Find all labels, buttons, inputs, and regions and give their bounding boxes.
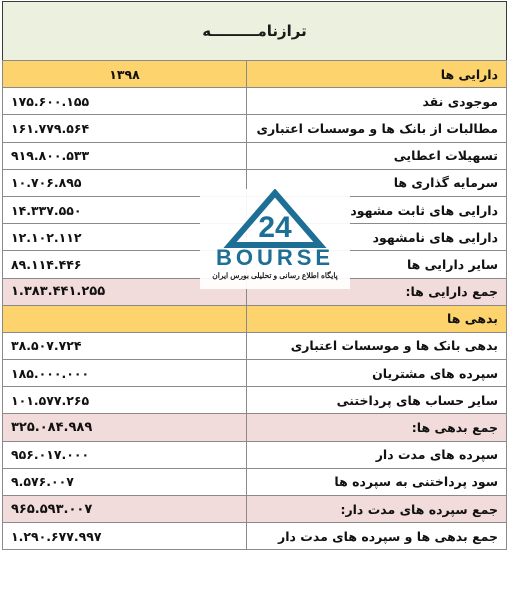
row-label: سپرده های مدت دار: [247, 441, 507, 468]
row-value: ۳۸.۵۰۷.۷۲۴: [3, 332, 247, 359]
row-label: بدهی بانک ها و موسسات اعتباری: [247, 332, 507, 359]
table-row: [3, 115, 507, 142]
row-value: ۱۰.۷۰۶.۸۹۵: [3, 169, 247, 196]
liabilities-header-empty: [3, 305, 247, 332]
row-value: ۱۴.۳۳۷.۵۵۰: [3, 196, 247, 223]
total-label: جمع دارایی ها:: [247, 278, 507, 305]
row-label: سایر دارایی ها: [247, 251, 507, 278]
deposits-total-row: [3, 496, 507, 523]
table-row: [3, 468, 507, 495]
logo-emblem-icon: [200, 189, 350, 249]
table-row: [3, 88, 507, 115]
table-row: [3, 441, 507, 468]
row-value: ۱۷۵.۶۰۰.۱۵۵: [3, 88, 247, 115]
row-value: ۹۱۹.۸۰۰.۵۳۳: [3, 142, 247, 169]
logo-name: BOURSE: [215, 245, 335, 270]
table-row: [3, 387, 507, 414]
total-value: ۹۶۵.۵۹۳.۰۰۷: [3, 496, 247, 523]
row-value: ۸۹.۱۱۴.۴۴۶: [3, 251, 247, 278]
row-label: تسهیلات اعطایی: [247, 142, 507, 169]
total-label: جمع بدهی ها:: [247, 414, 507, 441]
row-value: ۱۲.۱۰۲.۱۱۲: [3, 224, 247, 251]
row-value: ۱۶۱.۷۷۹.۵۶۴: [3, 115, 247, 142]
grand-total-row: [3, 523, 507, 550]
grand-total-label: جمع بدهی ها و سپرده های مدت دار: [247, 523, 507, 550]
row-label: موجودی نقد: [247, 88, 507, 115]
total-label: جمع سپرده های مدت دار:: [247, 496, 507, 523]
row-value: ۹۵۶.۰۱۷.۰۰۰: [3, 441, 247, 468]
year-header: ۱۳۹۸: [3, 61, 247, 88]
table-row: [3, 360, 507, 387]
page-title: ترازنامـــــــــه: [2, 1, 507, 60]
row-label: دارایی های نامشهود: [247, 224, 507, 251]
row-value: ۱۰۱.۵۷۷.۲۶۵: [3, 387, 247, 414]
liabilities-header-label: بدهی ها: [247, 305, 507, 332]
assets-header-row: [3, 61, 507, 88]
row-label: سرمایه گذاری ها: [247, 169, 507, 196]
logo-number: 24: [258, 211, 292, 244]
assets-header-label: دارایی ها: [247, 61, 507, 88]
liabilities-header-row: [3, 305, 507, 332]
row-label: دارایی های ثابت مشهود: [247, 196, 507, 223]
row-label: سپرده های مشتریان: [247, 360, 507, 387]
table-row: [3, 332, 507, 359]
row-label: مطالبات از بانک ها و موسسات اعتباری: [247, 115, 507, 142]
total-value: ۳۲۵.۰۸۴.۹۸۹: [3, 414, 247, 441]
row-value: ۱۸۵.۰۰۰.۰۰۰: [3, 360, 247, 387]
balance-table: [2, 60, 507, 550]
balance-sheet: [2, 1, 507, 550]
table-row: [3, 142, 507, 169]
total-value: ۱.۳۸۳.۴۴۱.۲۵۵: [3, 278, 247, 305]
grand-total-value: ۱.۲۹۰.۶۷۷.۹۹۷: [3, 523, 247, 550]
row-label: سایر حساب های پرداختنی: [247, 387, 507, 414]
row-label: سود پرداختنی به سپرده ها: [247, 468, 507, 495]
row-value: ۹.۵۷۶.۰۰۷: [3, 468, 247, 495]
watermark-logo: [200, 189, 350, 289]
logo-subtitle: پایگاه اطلاع رسانی و تحلیلی بورس ایران: [212, 271, 338, 280]
liabilities-total-row: [3, 414, 507, 441]
